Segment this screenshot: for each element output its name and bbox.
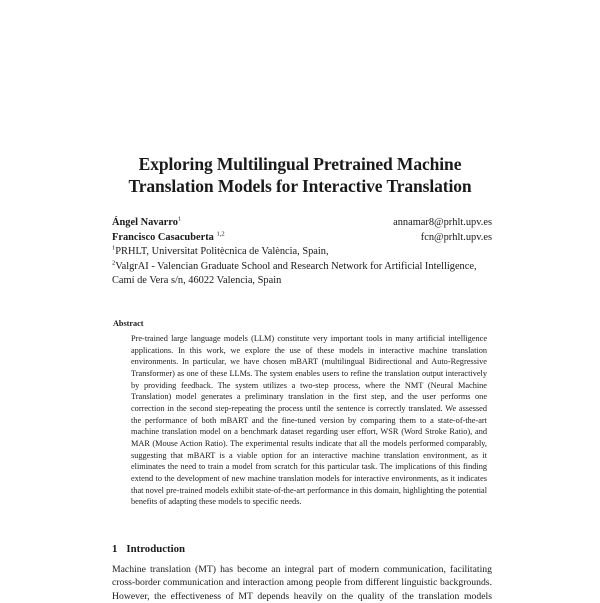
author-row [112,231,492,246]
abstract-heading: Abstract [113,319,144,328]
intro-line: cross-border communication and interaction among people from different linguistic backgrounds. [112,577,492,589]
affiliation: $^2$ValgrAI - Valencian Graduate School and Research Network for Artificial Intelligence, [112,259,477,272]
author-name: Francisco Casacuberta $^{1,2}$ [112,230,225,243]
title-line-2: Translation Models for Interactive Translation [128,176,472,196]
section-heading [112,543,185,555]
intro-line: Machine translation (MT) has become an integral part of modern communication, facilitating [112,564,492,575]
affiliation-mark: 1 [112,244,116,252]
author-name: Ángel Navarro$^1$ [112,215,182,228]
affiliation: $^1$PRHLT, Universitat Politècnica de València, Spain, [112,244,329,257]
author-email: fcn@prhlt.upv.es [420,231,492,243]
author-block [112,216,492,289]
abstract-text: Pre-trained large language models (LLM) constitute very important tools in many artificial intelligence applications. In this work, we explore the use of these models in interactive machine translation environments. In particular, we have chosen mBART (multilingual Bidirectional and Auto-Regressive Transformer) as one of these LLMs. The system enables users to refine the translation output interactively by providing feedback. The system utilizes a two-step process, where the NMT (Neural Machine Translation) model generates a preliminary translation in the first step, and the user performs one correction in the second step-repeating the process until the sentence is correctly translated. We assessed the performance of both mBART and the fine-tuned version by comparing them to a state-of-the-art machine translation model on a benchmark dataset regarding user effort, WSR (Word Stroke Ratio), and MAR (Mouse Action Ratio). The experimental results indicate that all the models performed comparably, suggesting that mBART is a viable option for an interactive machine translation environment, as it eliminates the need to train a model from scratch for this particular task. The implications of this finding extend to the development of new machine translation models for interactive environments, as it indicates that novel pre-trained models exhibit state-of-the-art performance in this domain, highlighting the potential benefits of adapting these models to specific needs. [131,334,487,507]
author-affil-mark: 1,2 [216,230,225,238]
paper-title [0,153,600,197]
intro-line: However, the effectiveness of MT depends heavily on the quality of the translation models [112,590,492,602]
title-line-1: Exploring Multilingual Pretrained Machine [138,154,462,174]
intro-paragraph [112,563,492,603]
affiliation: Camí de Vera s/n, 46022 Valencia, Spain [112,275,282,286]
author-row [112,216,492,231]
section-title: Introduction [126,543,186,555]
author-email: annamar8@prhlt.upv.es [393,217,492,228]
author-affil-mark: 1 [177,215,182,223]
affiliation-mark: 2 [112,259,116,267]
section-number: 1 [112,543,118,555]
